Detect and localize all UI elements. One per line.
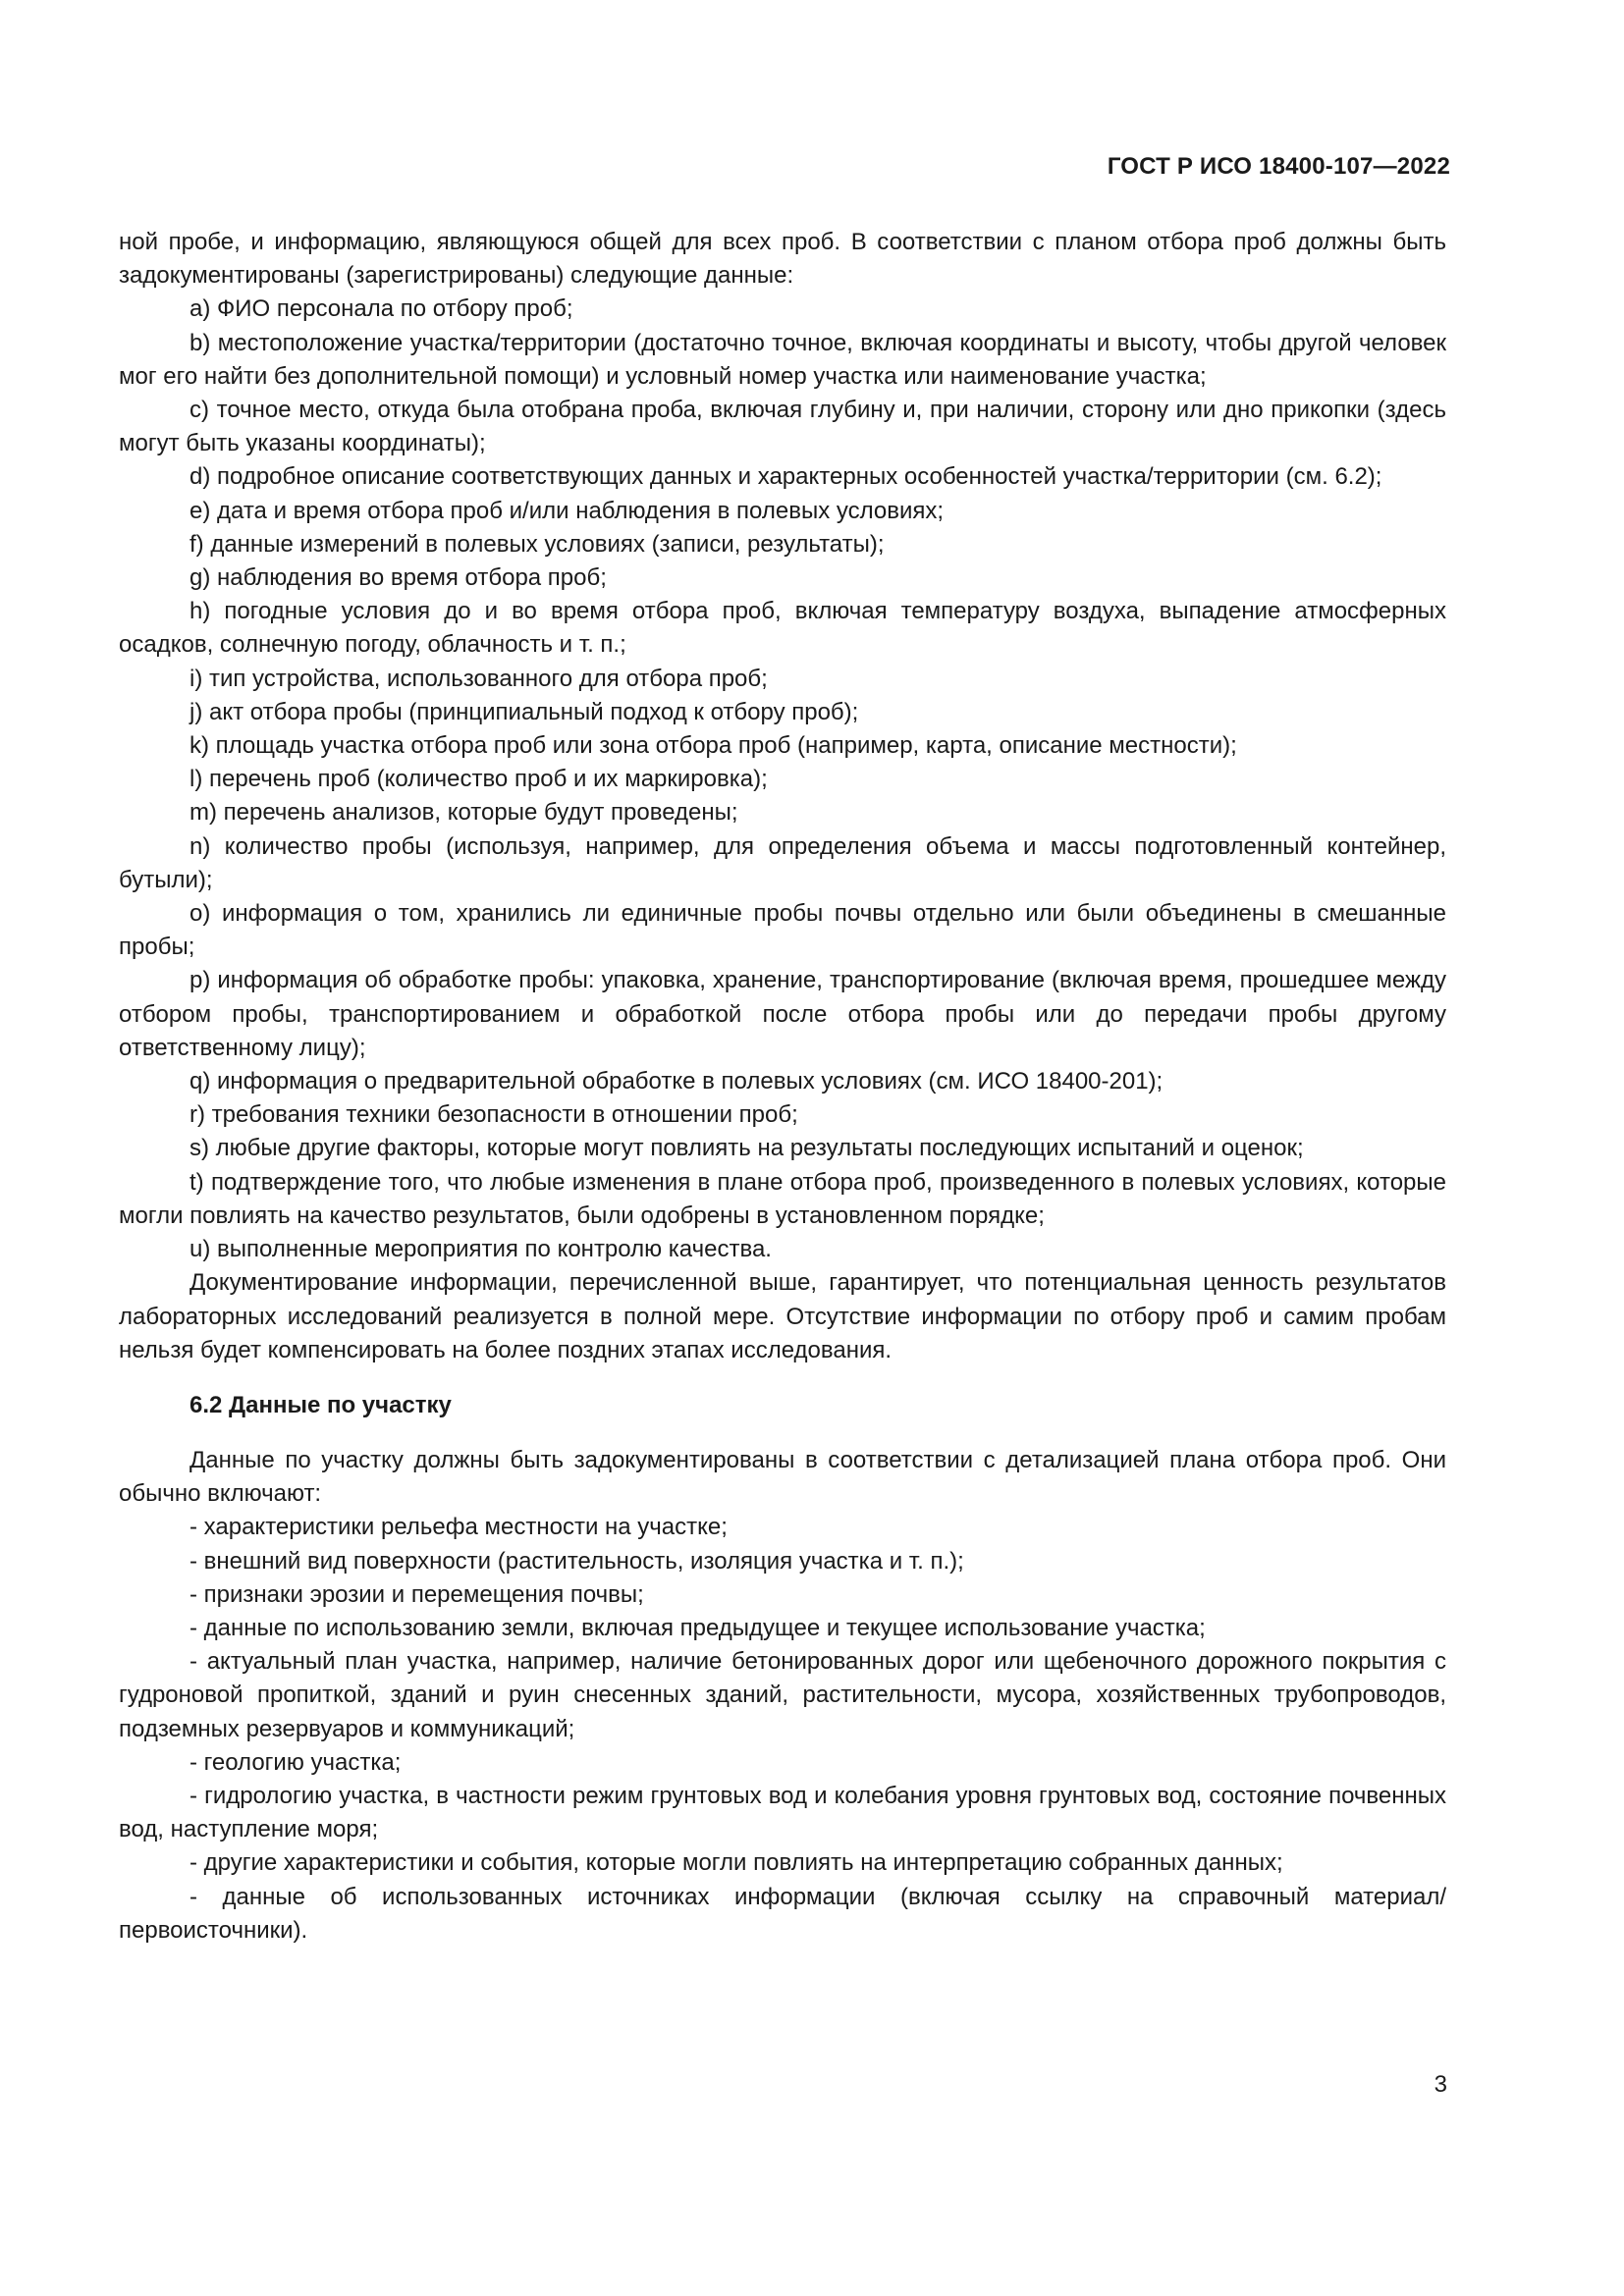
list-item-q: q) информация о предварительной обработке в полевых условиях (см. ИСО 18400-201); — [189, 1068, 1164, 1095]
section-intro: Данные по участку должны быть задокументированы в соответствии с детализацией плана отбора проб. Они обычно включают: — [119, 1446, 1446, 1508]
summary-paragraph: Документирование информации, перечисленной выше, гарантирует, что потенциальная ценность результатов лабораторных исследований реализуется в полной мере. Отсутствие информации по отбору проб и самим пробам нельзя будет компенсировать на более поздних этапах исследования. — [119, 1269, 1446, 1363]
section-bullet-surface: - внешний вид поверхности (растительность, изоляция участка и т. п.); — [189, 1547, 964, 1575]
list-item-k: k) площадь участка отбора проб или зона отбора проб (например, карта, описание местности); — [189, 732, 1237, 760]
section-bullet-sources: - данные об использованных источниках информации (включая ссылку на справочный материал/первоисточники). — [119, 1883, 1446, 1944]
list-item-r: r) требования техники безопасности в отношении проб; — [189, 1101, 798, 1129]
document-header: ГОСТ Р ИСО 18400-107—2022 — [1107, 153, 1450, 180]
page-body — [119, 226, 1446, 1948]
list-item-n: n) количество пробы (используя, например, для определения объема и массы подготовленный контейнер, бутыли); — [119, 832, 1446, 893]
list-item-f: f) данные измерений в полевых условиях (записи, результаты); — [189, 530, 885, 558]
list-item-g: g) наблюдения во время отбора проб; — [189, 564, 607, 592]
list-item-p: p) информация об обработке пробы: упаковка, хранение, транспортирование (включая время, прошедшее между отбором пробы, транспортированием и обработкой после отбора пробы или до передачи пробы другому ответственному лицу); — [119, 967, 1446, 1061]
section-bullet-geology: - геологию участка; — [189, 1748, 402, 1776]
list-item-s: s) любые другие факторы, которые могут повлиять на результаты последующих испытаний и оценок; — [189, 1135, 1304, 1162]
list-item-e: e) дата и время отбора проб и/или наблюдения в полевых условиях; — [189, 497, 945, 524]
list-item-a: a) ФИО персонала по отбору проб; — [189, 295, 573, 323]
list-item-c: c) точное место, откуда была отобрана проба, включая глубину и, при наличии, сторону или дно прикопки (здесь могут быть указаны координаты); — [119, 397, 1446, 457]
list-item-l: l) перечень проб (количество проб и их маркировка); — [189, 766, 768, 793]
list-item-b: b) местоположение участка/территории (достаточно точное, включая координаты и высоту, чтобы другой человек мог его найти без дополнительной помощи) и условный номер участка или наименование участка; — [119, 329, 1446, 390]
section-bullet-site-plan: - актуальный план участка, например, наличие бетонированных дорог или щебеночного дорожного покрытия с гудроновой пропиткой, зданий и руин снесенных зданий, растительности, мусора, хозяйственных трубопроводов, подземных резервуаров и коммуникаций; — [119, 1648, 1446, 1742]
list-item-d: d) подробное описание соответствующих данных и характерных особенностей участка/территории (см. 6.2); — [189, 463, 1382, 491]
list-item-u: u) выполненные мероприятия по контролю качества. — [189, 1236, 772, 1263]
list-item-j: j) акт отбора пробы (принципиальный подход к отбору проб); — [189, 698, 859, 725]
section-bullet-erosion: - признаки эрозии и перемещения почвы; — [189, 1580, 644, 1608]
list-item-i: i) тип устройства, использованного для отбора проб; — [189, 665, 768, 692]
section-bullet-other: - другие характеристики и события, которые могли повлиять на интерпретацию собранных данных; — [189, 1849, 1283, 1877]
section-bullet-land-use: - данные по использованию земли, включая предыдущее и текущее использование участка; — [189, 1614, 1206, 1641]
list-item-h: h) погодные условия до и во время отбора проб, включая температуру воздуха, выпадение атмосферных осадков, солнечную погоду, облачность и т. п.; — [119, 598, 1446, 659]
section-heading: 6.2 Данные по участку — [189, 1391, 452, 1418]
page-number: 3 — [1434, 2071, 1447, 2098]
section-bullet-relief: - характеристики рельефа местности на участке; — [189, 1514, 728, 1541]
intro-paragraph: ной пробе, и информацию, являющуюся общей для всех проб. В соответствии с планом отбора проб должны быть задокументированы (зарегистрированы) следующие данные: — [119, 229, 1446, 290]
list-item-m: m) перечень анализов, которые будут проведены; — [189, 799, 738, 827]
list-item-o: o) информация о том, хранились ли единичные пробы почвы отдельно или были объединены в смешанные пробы; — [119, 900, 1446, 961]
list-item-t: t) подтверждение того, что любые изменения в плане отбора проб, произведенного в полевых условиях, которые могли повлиять на качество результатов, были одобрены в установленном порядке; — [119, 1168, 1446, 1229]
section-bullet-hydrology: - гидрологию участка, в частности режим грунтовых вод и колебания уровня грунтовых вод, состояние почвенных вод, наступление моря; — [119, 1782, 1446, 1843]
